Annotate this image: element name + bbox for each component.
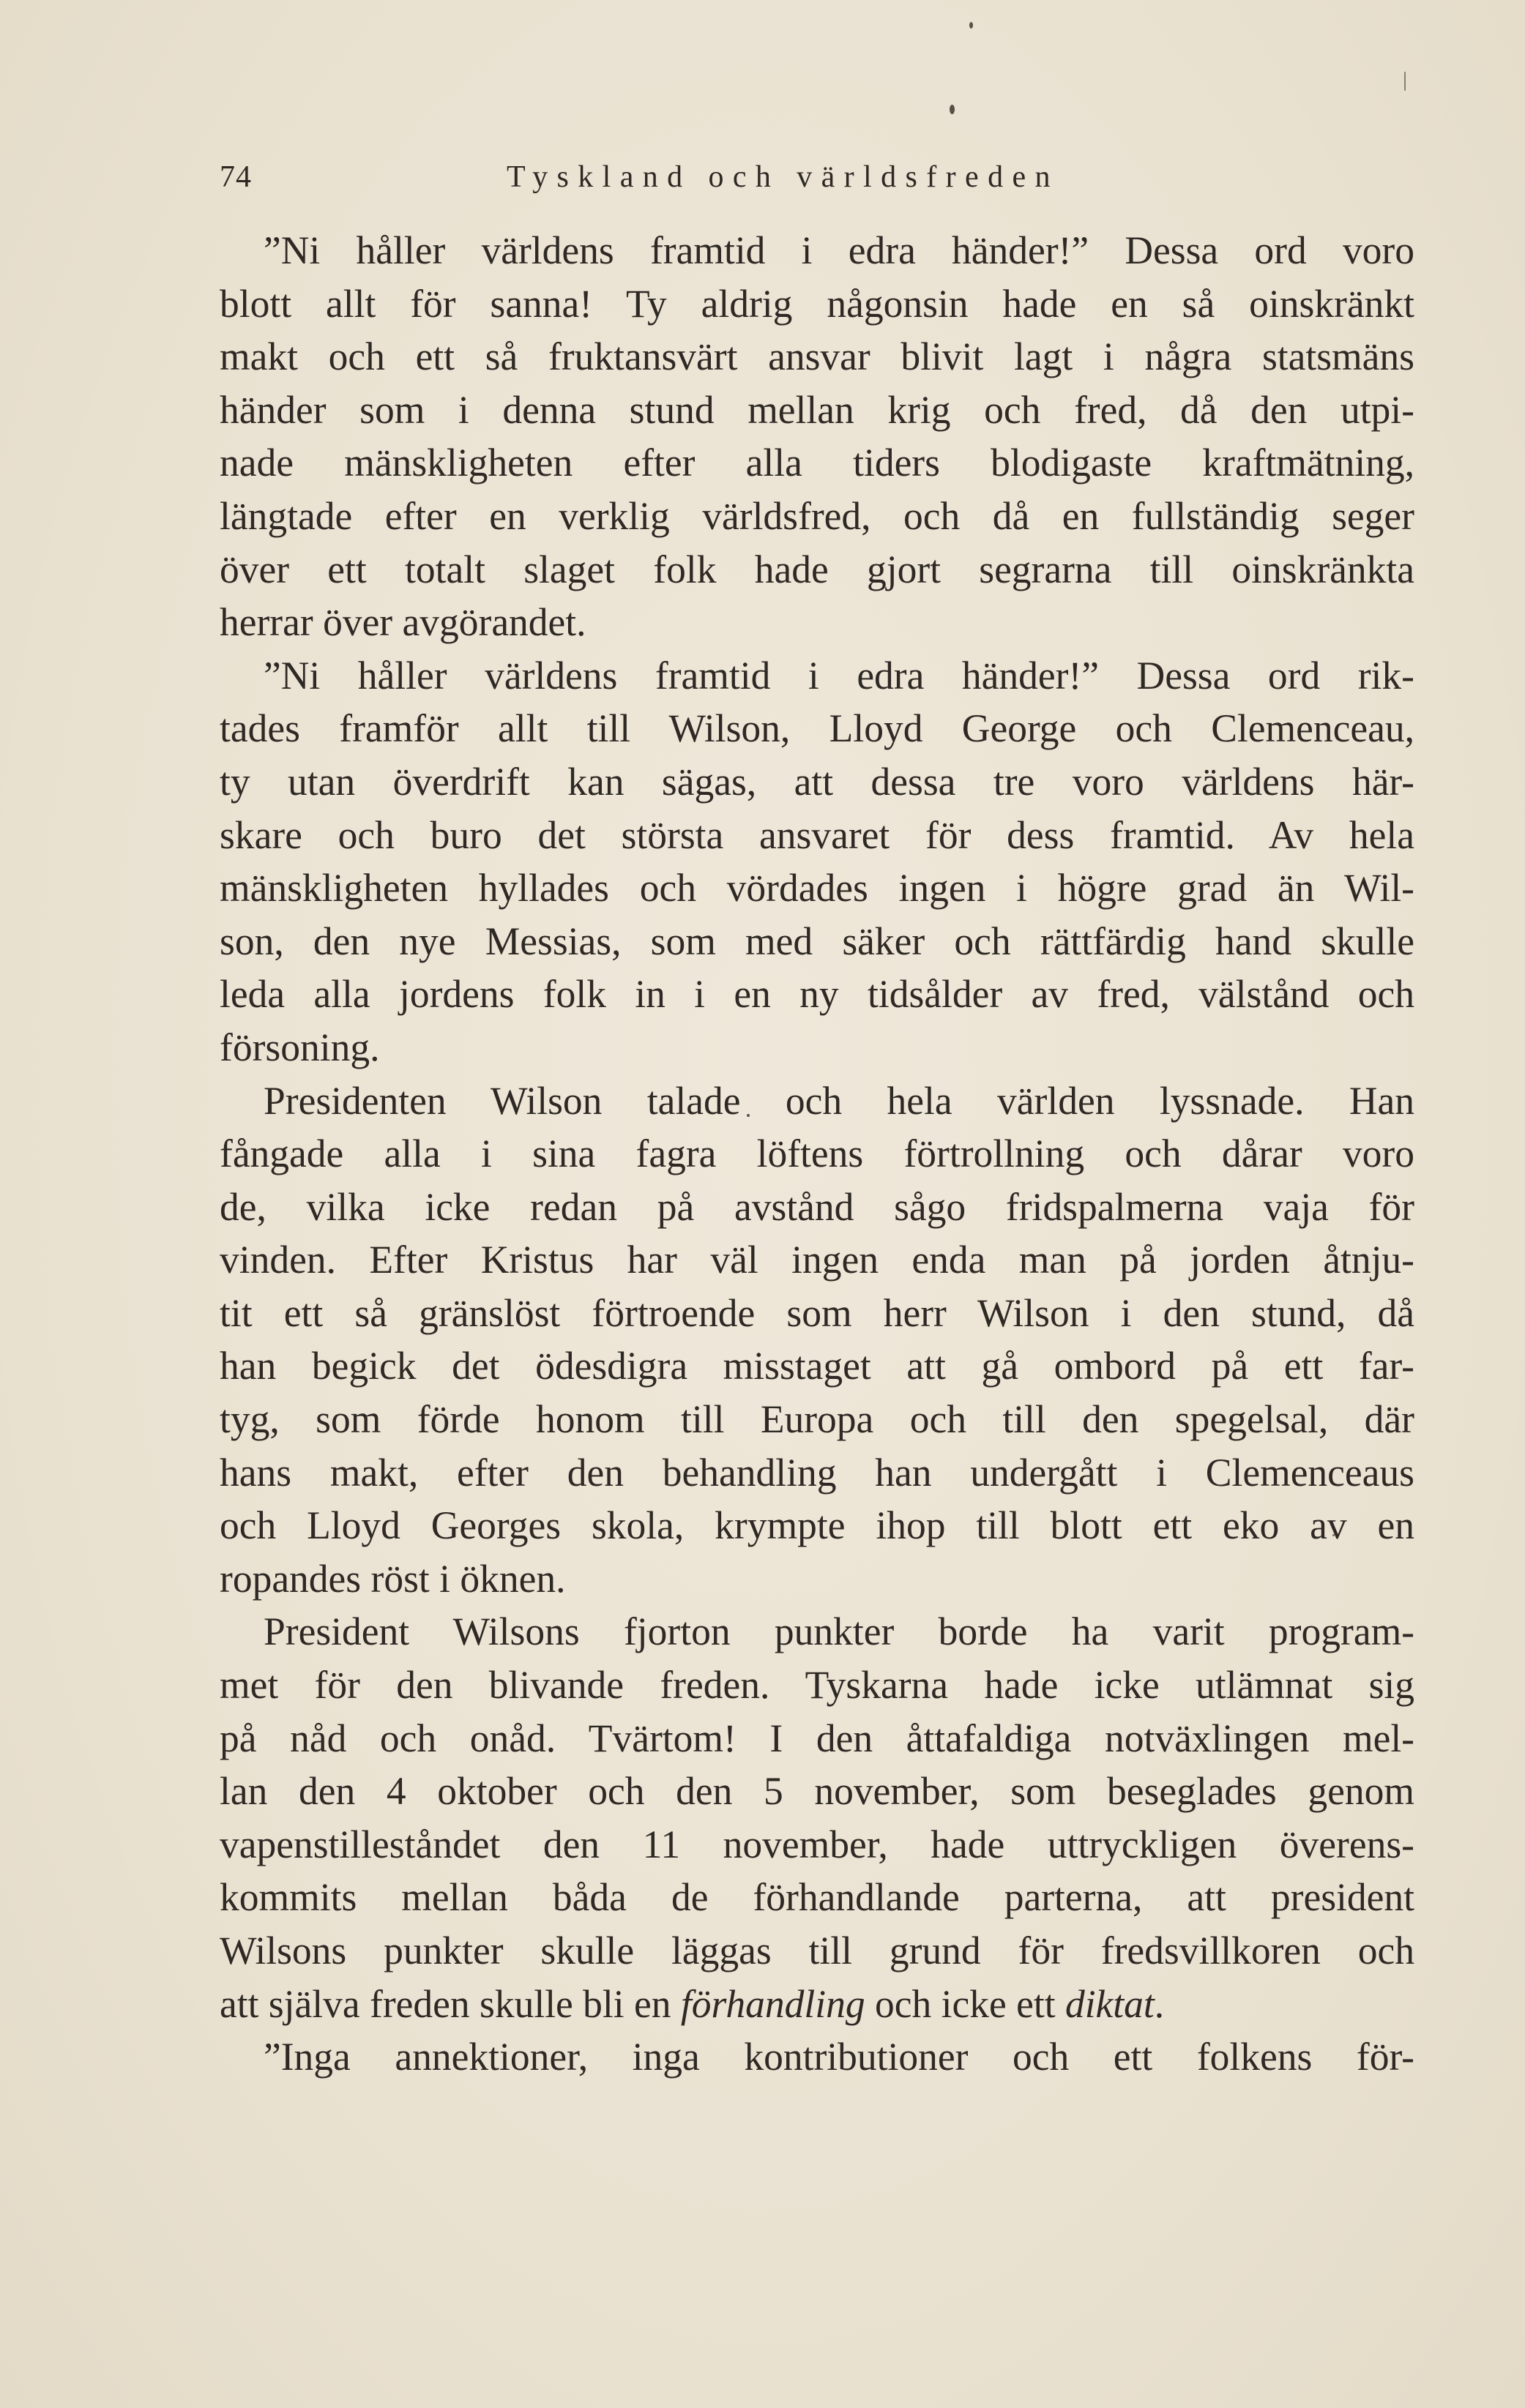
text-line: försoning. (220, 1025, 380, 1069)
italic-term: diktat (1064, 1981, 1155, 2026)
text-line: Presidenten Wilson talade och hela världen lyssnade. Han (264, 1078, 1414, 1123)
text-line: hans makt, efter den behandling han undergått i Clemenceaus (220, 1450, 1414, 1495)
text-run: och icke ett (865, 1981, 1065, 2026)
text-line: ”Ni håller världens framtid i edra händer!” Dessa ord voro (264, 228, 1414, 272)
text-line: ”Ni håller världens framtid i edra händer!” Dessa ord rik- (264, 653, 1414, 698)
running-title: Tyskland och världsfreden (507, 160, 1059, 194)
text-line: kommits mellan båda de förhandlande parterna, att president (220, 1875, 1414, 1920)
page-header (220, 155, 1414, 199)
ink-speck (969, 22, 973, 29)
paragraph-5 (220, 2030, 1414, 2084)
text-line: son, den nye Messias, som med säker och rättfärdig hand skulle (220, 919, 1414, 963)
text-line: över ett totalt slaget folk hade gjort segrarna till oinskränkta (220, 547, 1414, 591)
paragraph-2 (220, 649, 1414, 1074)
text-line: vapenstilleståndet den 11 november, hade uttryckligen överens- (220, 1822, 1414, 1866)
text-line-with-italics (220, 1978, 1414, 2031)
text-line: leda alla jordens folk in i en ny tidsålder av fred, välstånd och (220, 972, 1414, 1017)
ink-speck (950, 105, 955, 114)
text-line: ty utan överdrift kan sägas, att dessa tre voro världens här- (220, 759, 1414, 804)
text-line: makt och ett så fruktansvärt ansvar blivit lagt i några statsmäns (220, 334, 1414, 379)
ink-speck (1404, 72, 1406, 91)
text-line: tyg, som förde honom till Europa och till den spegelsal, där (220, 1397, 1414, 1442)
text-line: Wilsons punkter skulle läggas till grund för fredsvillkoren och (220, 1929, 1414, 1973)
text-line: herrar över avgörandet. (220, 600, 586, 645)
page-number: 74 (220, 160, 252, 194)
paragraph-3 (220, 1074, 1414, 1606)
text-run: att själva freden skulle bli en (220, 1981, 681, 2026)
text-line: på nåd och onåd. Tvärtom! I den åttafaldiga notväxlingen mel- (220, 1716, 1414, 1760)
text-line: de, vilka icke redan på avstånd sågo fridspalmerna vaja för (220, 1184, 1414, 1229)
text-run: . (1154, 1981, 1165, 2026)
text-line: met för den blivande freden. Tyskarna hade icke utlämnat sig (220, 1663, 1414, 1708)
text-line: blott allt för sanna! Ty aldrig någonsin hade en så oinskränkt (220, 281, 1414, 326)
text-line: händer som i denna stund mellan krig och fred, då den utpi- (220, 387, 1414, 432)
text-line: fångade alla i sina fagra löftens förtrollning och dårar voro (220, 1132, 1414, 1176)
text-line: ”Inga annektioner, inga kontributioner och ett folkens för- (264, 2035, 1414, 2079)
text-line: ropandes röst i öknen. (220, 1556, 566, 1601)
text-line: tit ett så gränslöst förtroende som herr Wilson i den stund, då (220, 1290, 1414, 1335)
paragraph-4 (220, 1605, 1414, 2030)
text-line: mänskligheten hyllades och vördades ingen i högre grad än Wil- (220, 866, 1414, 911)
text-line: vinden. Efter Kristus har väl ingen enda man på jorden åtnju- (220, 1238, 1414, 1282)
text-line: längtade efter en verklig världsfred, och då en fullständig seger (220, 493, 1414, 538)
text-line: och Lloyd Georges skola, krympte ihop till blott ett eko av en (220, 1503, 1414, 1548)
paragraph-1 (220, 224, 1414, 649)
text-line: han begick det ödesdigra misstaget att gå ombord på ett far- (220, 1344, 1414, 1388)
text-line: lan den 4 oktober och den 5 november, som beseglades genom (220, 1769, 1414, 1814)
text-line: tades framför allt till Wilson, Lloyd George och Clemenceau, (220, 706, 1414, 751)
text-line: President Wilsons fjorton punkter borde ha varit program- (264, 1609, 1414, 1654)
body-text (220, 224, 1414, 2084)
text-line: nade mänskligheten efter alla tiders blodigaste kraftmätning, (220, 441, 1414, 485)
italic-term: förhandling (680, 1981, 865, 2026)
text-line: skare och buro det största ansvaret för dess framtid. Av hela (220, 812, 1414, 857)
